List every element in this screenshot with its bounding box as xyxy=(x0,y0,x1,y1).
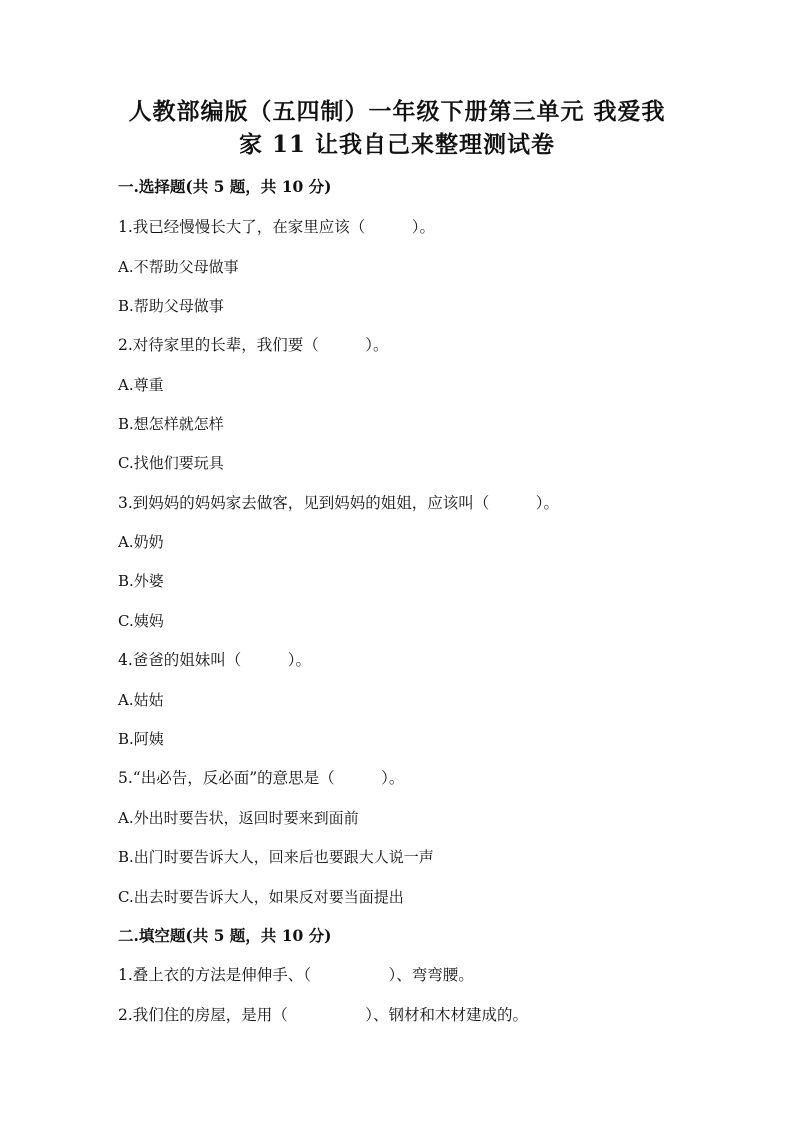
exam-title-line-2: 家 11 让我自己来整理测试卷 xyxy=(238,131,556,158)
section-heading-fill-in: 二.填空题(共 5 题，共 10 分) xyxy=(118,926,332,945)
question-2-stem: 2.对待家里的长辈，我们要（ ）。 xyxy=(118,336,389,354)
question-5-option-b: B.出门时要告诉大人，回来后也要跟大人说一声 xyxy=(118,848,434,866)
question-1-option-a: A.不帮助父母做事 xyxy=(118,258,239,276)
question-1-stem: 1.我已经慢慢长大了，在家里应该（ ）。 xyxy=(118,218,436,236)
exam-title-line-1: 人教部编版（五四制）一年级下册第三单元 我爱我 xyxy=(128,98,666,125)
question-4-stem: 4.爸爸的姐妹叫（ ）。 xyxy=(118,651,312,669)
question-4-option-b: B.阿姨 xyxy=(118,730,164,748)
question-5-option-a: A.外出时要告状，返回时要来到面前 xyxy=(118,809,359,827)
question-1-option-b: B.帮助父母做事 xyxy=(118,297,224,315)
question-2-option-a: A.尊重 xyxy=(118,376,164,394)
question-5-stem: 5.“出必告，反必面”的意思是（ ）。 xyxy=(118,769,405,787)
fill-question-1: 1.叠上衣的方法是伸伸手、（ ）、弯弯腰。 xyxy=(118,966,474,984)
question-3-option-b: B.外婆 xyxy=(118,572,164,590)
fill-question-2: 2.我们住的房屋，是用（ ）、钢材和木材建成的。 xyxy=(118,1006,529,1024)
section-heading-multiple-choice: 一.选择题(共 5 题，共 10 分) xyxy=(118,177,332,196)
question-4-option-a: A.姑姑 xyxy=(118,691,164,709)
question-2-option-b: B.想怎样就怎样 xyxy=(118,415,224,433)
question-2-option-c: C.找他们要玩具 xyxy=(118,454,224,472)
question-3-stem: 3.到妈妈的妈妈家去做客，见到妈妈的姐姐，应该叫（ ）。 xyxy=(118,494,560,512)
question-5-option-c: C.出去时要告诉大人，如果反对要当面提出 xyxy=(118,888,404,906)
question-3-option-a: A.奶奶 xyxy=(118,533,164,551)
question-3-option-c: C.姨妈 xyxy=(118,612,164,630)
